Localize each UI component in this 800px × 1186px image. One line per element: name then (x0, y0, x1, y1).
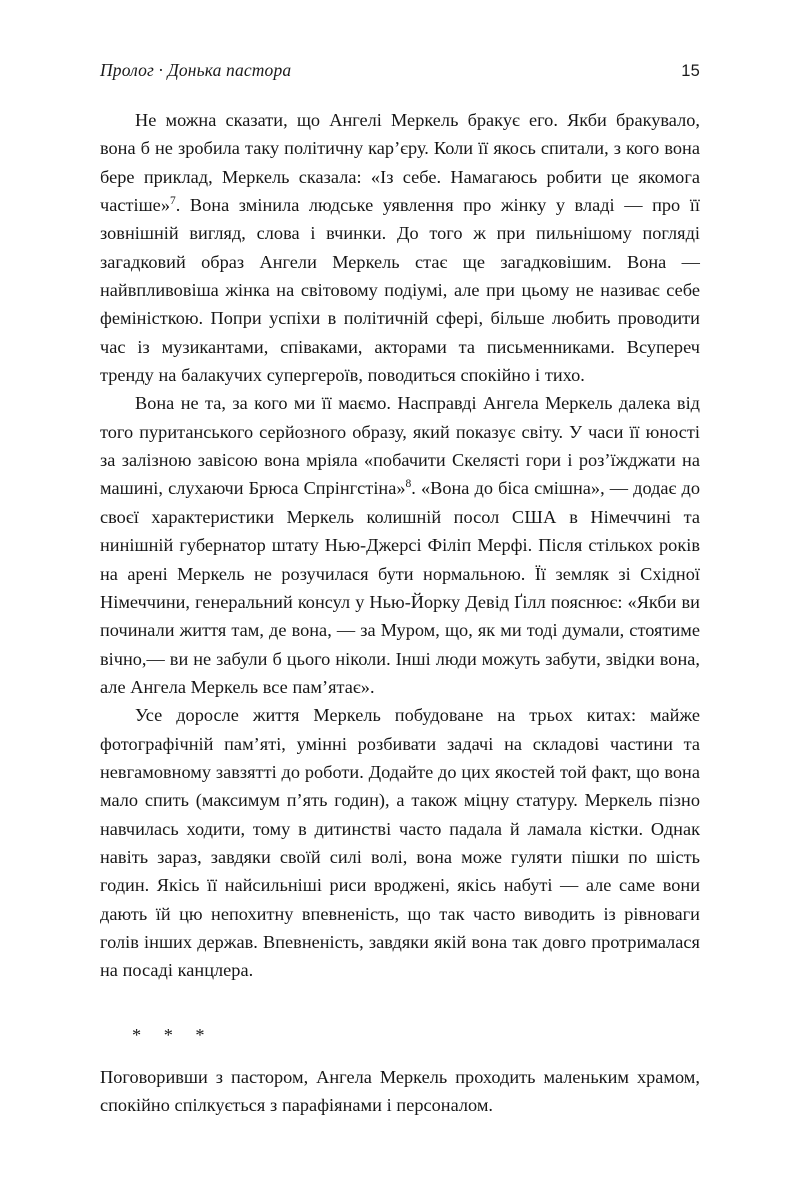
footnote-marker: 8 (405, 478, 412, 491)
page-number: 15 (681, 62, 700, 80)
spacer (100, 985, 700, 1021)
footnote-marker: 7 (169, 194, 176, 207)
section-break-ornament: * * * (132, 1024, 214, 1045)
running-head (100, 60, 700, 86)
body-text (100, 106, 700, 1120)
paragraph: Поговоривши з пастором, Ангела Меркель проходить маленьким храмом, спокійно спілкується з парафіянами і персоналом. (100, 1067, 700, 1116)
small-caps-text: США (511, 506, 557, 527)
paragraph: Усе доросле життя Меркель побудоване на трьох китах: майже фотографічній пам’яті, умінні розбивати задачі на складові частини та невгамовному завзятті до роботи. Додайте до цих якостей той факт, що вона мало спить (максимум п’ять годин), а також міцну статуру. Меркель пізно навчилась ходити, тому в дитинстві часто падала й ламала кістки. Однак навіть зараз, завдяки своїй силі волі, вона може гуляти пішки по шість годин. Якісь її найсильніші риси вроджені, якісь набуті — але саме вони дають їй цю непохитну впевненість, що так часто виводить із рівноваги голів інших держав. Впевненість, завдяки якій вона так довго протрималася на посаді канцлера. (100, 705, 700, 981)
paragraph: Вона не та, за кого ми її маємо. Насправді Ангела Меркель далека від того пуританського серйозного образу, який показує світу. У часи її юності за залізною завісою вона мріяла «побачити Скелясті гори і роз’їжджати на машині, слухаючи Брюса Спрінгстіна»$^8$. «Вона до біса смішна», — додає до своєї характеристики Меркель колишній посол США в Німеччині та нинішній губернатор штату Нью-Джерсі Філіп Мерфі. Після стількох років на арені Меркель не розучилася бути нормальною. Її земляк зі Східної Німеччини, генеральний консул у Нью-Йорку Девід Ґілл пояснює: «Якби ви починали життя там, де вона, — за Муром, що, як ми тоді думали, стоятиме вічно,— ви не забули б цього ніколи. Інші люди можуть забути, звідки вона, але Ангела Меркель все пам’ятає». (100, 393, 700, 697)
running-head-title: Пролог · Донька пастора (100, 60, 292, 80)
paragraph: Не можна сказати, що Ангелі Меркель бракує его. Якби бракувало, вона б не зробила таку політичну кар’єру. Коли її якось спитали, з кого вона бере приклад, Меркель сказала: «Із себе. Намагаюсь робити це якомога частіше»$^7$. Вона змінила людське уявлення про жінку у владі — про її зовнішній вигляд, слова і вчинки. До того ж при пильнішому погляді загадковий образ Ангели Меркель стає ще загадковішим. Вона — найвпливовіша жінка на світовому подіумі, але при цьому не називає себе феміністкою. Попри успіхи в політичній сфері, більше любить проводити час із музикантами, співаками, акторами та письменниками. Всупереч тренду на балакучих супергероїв, поводиться спокійно і тихо. (100, 110, 700, 386)
spacer (100, 1049, 700, 1063)
